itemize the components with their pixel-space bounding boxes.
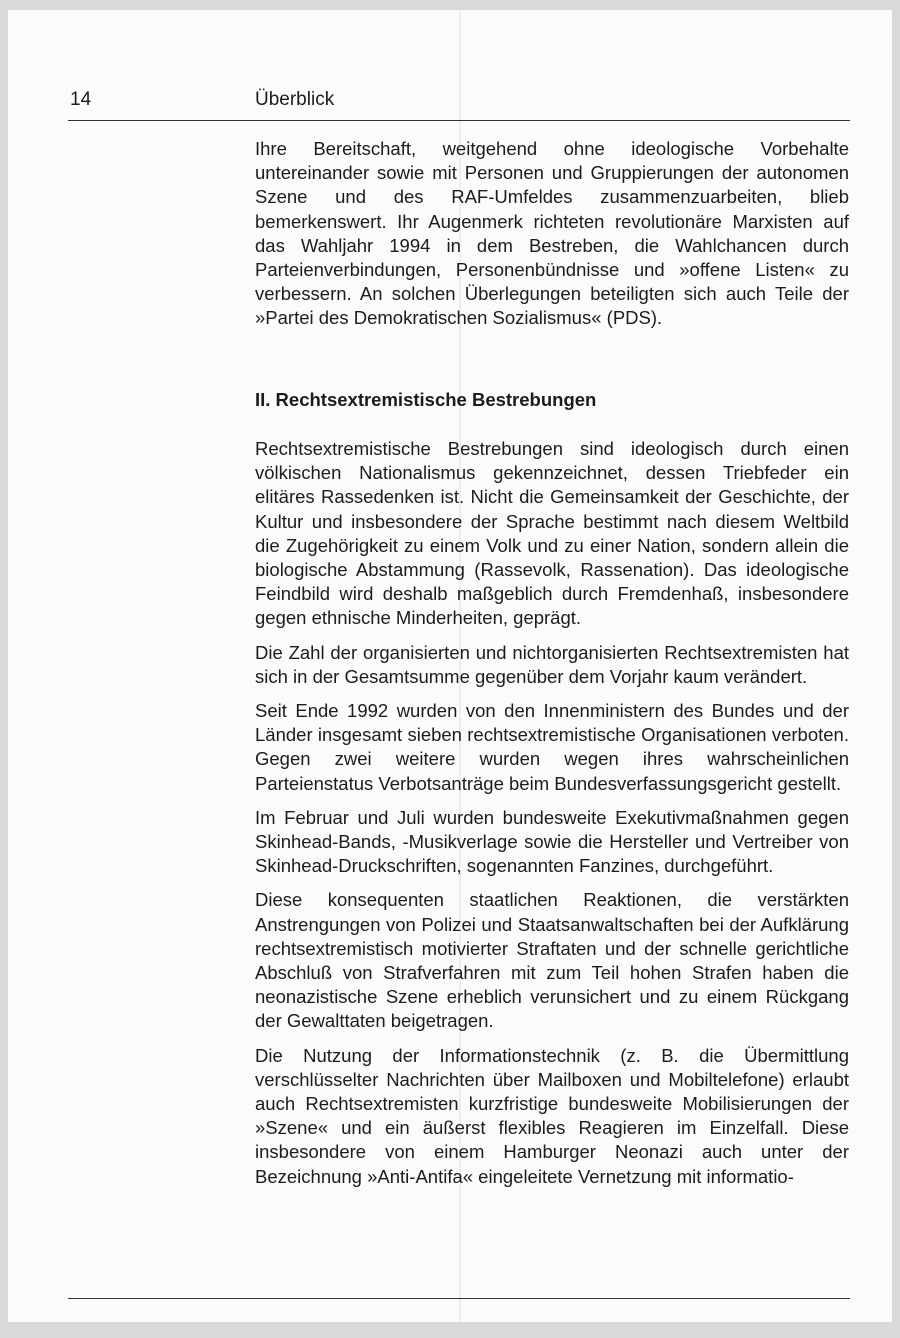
intro-paragraph: Ihre Bereitschaft, weitgehend ohne ideologische Vorbehalte untereinander sowie mit Personen und Gruppierungen der autonomen Szene und des RAF-Umfeldes zusammenzuarbeiten, blieb bemerkenswert. Ihr Augenmerk richteten revolutionäre Marxisten auf das Wahljahr 1994 in dem Bestreben, die Wahlchancen durch Parteienverbindungen, Personenbündnisse und »offene Listen« zu verbessern. An solchen Überlegungen beteiligten sich auch Teile der »Partei des Demokratischen Sozialismus« (PDS). bbox=[255, 138, 849, 329]
body-paragraph: Rechtsextremistische Bestrebungen sind ideologisch durch einen völkischen Nationalismus gekennzeichnet, dessen Triebfeder ein elitäres Rassedenken ist. Nicht die Gemeinsamkeit der Geschichte, der Kultur und insbesondere der Sprache bestimmt nach diesem Weltbild die Zugehörigkeit zu einem Volk und zu einer Nation, sondern allein die biologische Abstammung (Rassevolk, Rassenation). Das ideologische Feindbild wird deshalb maßgeblich durch Fremdenhaß, insbesondere gegen ethnische Minderheiten, geprägt. bbox=[255, 438, 849, 629]
body-paragraph: Die Zahl der organisierten und nichtorganisierten Rechtsextremisten hat sich in der Gesamtsumme gegenüber dem Vorjahr kaum verändert. bbox=[255, 641, 849, 687]
page-number: 14 bbox=[70, 89, 92, 110]
footer-rule bbox=[68, 1298, 850, 1299]
body-paragraph: Die Nutzung der Informationstechnik (z. B. die Übermittlung verschlüsselter Nachrichten über Mailboxen und Mobiltelefone) erlaubt auch Rechtsextremisten kurzfristige bundesweite Mobilisierungen der »Szene« und ein äußerst flexibles Reagieren im Einzelfall. Diese insbesondere von einem Hamburger Neonazi auch unter der Bezeichnung »Anti-Antifa« eingeleitete Vernetzung mit informatio- bbox=[255, 1044, 849, 1187]
body-paragraph: Diese konsequenten staatlichen Reaktionen, die verstärkten Anstrengungen von Polizei und Staatsanwaltschaften bei der Aufklärung rechtsextremistisch motivierter Straftaten und der schnelle gerichtliche Abschluß von Strafverfahren mit zum Teil hohen Strafen haben die neonazistische Szene erheblich verunsichert und zu einem Rückgang der Gewalttaten beigetragen. bbox=[255, 889, 849, 1032]
body-paragraph: Seit Ende 1992 wurden von den Innenministern des Bundes und der Länder insgesamt sieben rechtsextremistische Organisationen verboten. Gegen zwei weitere wurden wegen ihres wahrscheinlichen Parteienstatus Verbotsanträge beim Bundesverfassungsgericht gestellt. bbox=[255, 700, 849, 794]
body-paragraph: Im Februar und Juli wurden bundesweite Exekutivmaßnahmen gegen Skinhead-Bands, -Musikverlage sowie die Hersteller und Vertreiber von Skinhead-Druckschriften, sogenannten Fanzines, durchgeführt. bbox=[255, 806, 849, 877]
document-page bbox=[8, 10, 892, 1322]
section-heading: II. Rechtsextremistische Bestrebungen bbox=[255, 389, 597, 410]
header-rule bbox=[68, 120, 850, 121]
section-body bbox=[255, 437, 849, 1199]
intro-text-block bbox=[255, 137, 849, 341]
running-head: Überblick bbox=[255, 89, 335, 110]
